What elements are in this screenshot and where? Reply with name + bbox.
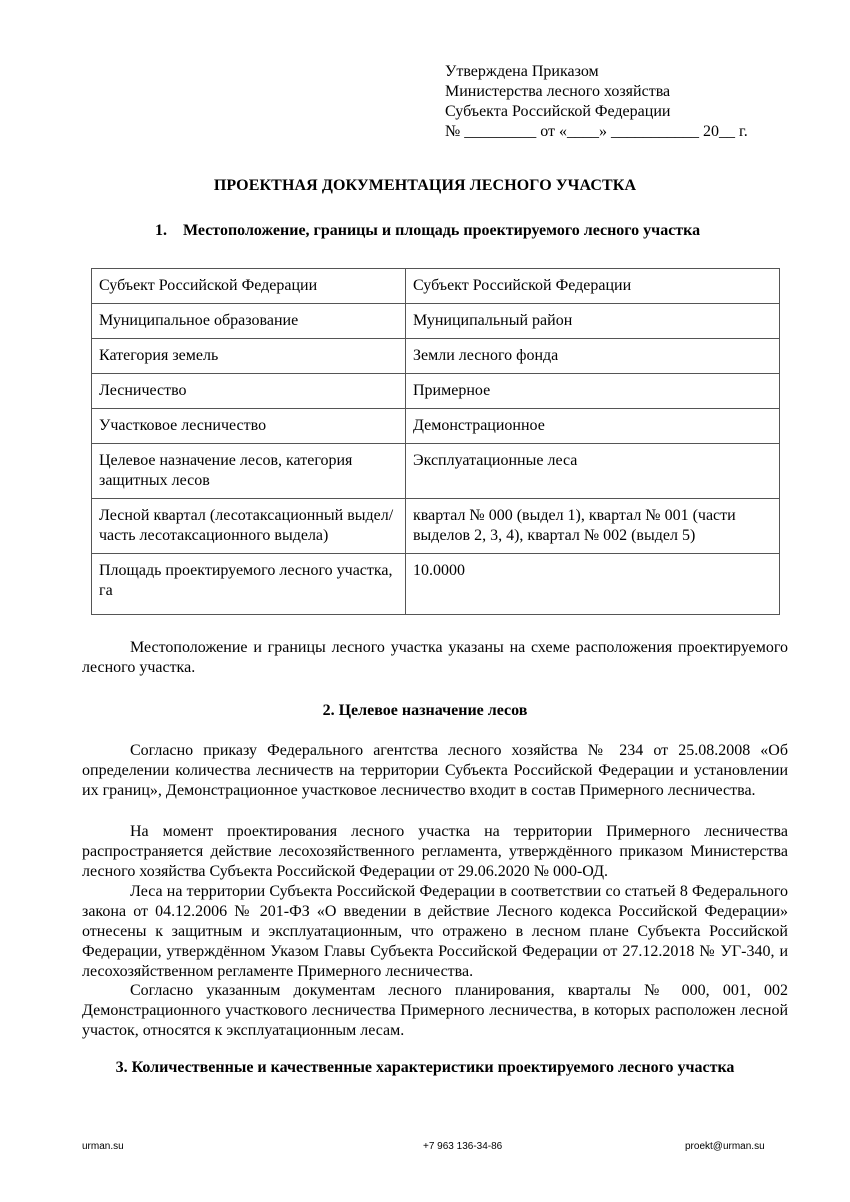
section-2-heading: 2. Целевое назначение лесов bbox=[322, 702, 528, 719]
section-number: 1. bbox=[155, 222, 167, 239]
table-row bbox=[92, 499, 780, 554]
approval-line: Субъекта Российской Федерации bbox=[445, 103, 671, 120]
paragraph-text: На момент проектирования лесного участка на территории Примерного лесничества распространяется действие лесохозяйственного регламента, утверждённого приказом Министерства лесного хозяйства Субъекта Российской Федерации от 29.06.2020 № 000-ОД. bbox=[82, 823, 788, 880]
table-value: 10.0000 bbox=[406, 554, 780, 615]
table-row bbox=[92, 374, 780, 409]
table-key: Лесничество bbox=[92, 374, 406, 409]
footer-email: proekt@urman.su bbox=[685, 1141, 765, 1152]
section-title: Местоположение, границы и площадь проектируемого лесного участка bbox=[183, 222, 701, 239]
paragraph-text: Местоположение и границы лесного участка указаны на схеме расположения проектируемого лесного участка. bbox=[82, 639, 788, 676]
footer-site: urman.su bbox=[82, 1141, 124, 1152]
table-row bbox=[92, 554, 780, 615]
table-key: Категория земель bbox=[92, 339, 406, 374]
paragraph-text: Согласно указанным документам лесного планирования, кварталы № 000, 001, 002 Демонстрационного участкового лесничества Примерного лесничества, в которых расположен лесной участок, относятся к эксплуатационным лесам. bbox=[82, 982, 788, 1039]
table-key: Целевое назначение лесов, категория защитных лесов bbox=[92, 444, 406, 499]
paragraph bbox=[82, 882, 788, 982]
table-value: Эксплуатационные леса bbox=[406, 444, 780, 499]
parcel-info-table bbox=[91, 268, 780, 615]
footer-phone: +7 963 136-34-86 bbox=[423, 1141, 503, 1152]
paragraph bbox=[82, 822, 788, 882]
section-1-heading bbox=[155, 222, 700, 240]
table-row bbox=[92, 269, 780, 304]
approval-line: Министерства лесного хозяйства bbox=[445, 83, 671, 100]
paragraph-text: Леса на территории Субъекта Российской Федерации в соответствии со статьей 8 Федерального закона от 04.12.2006 № 201-ФЗ «О введении в действие Лесного кодекса Российской Федерации» отнесены к защитным и эксплуатационным, что отражено в лесном плане Субъекта Российской Федерации, утверждённом Указом Главы Субъекта Российской Федерации от 27.12.2018 № УГ-340, и лесохозяйственном регламенте Примерного лесничества. bbox=[82, 883, 788, 980]
paragraph bbox=[82, 741, 788, 801]
approval-line: № _________ от «____» ___________ 20__ г. bbox=[445, 123, 748, 140]
paragraph-text: Согласно приказу Федерального агентства лесного хозяйства № 234 от 25.08.2008 «Об определении количества лесничеств на территории Субъекта Российской Федерации и установлении их границ», Демонстрационное участковое лесничество входит в состав Примерного лесничества. bbox=[82, 742, 788, 799]
approval-block bbox=[445, 62, 748, 142]
table-key: Площадь проектируемого лесного участка, га bbox=[92, 554, 406, 615]
table-key: Участковое лесничество bbox=[92, 409, 406, 444]
table-value: Субъект Российской Федерации bbox=[406, 269, 780, 304]
table-value: Земли лесного фонда bbox=[406, 339, 780, 374]
table-row bbox=[92, 304, 780, 339]
table-key: Лесной квартал (лесотаксационный выдел/часть лесотаксационного выдела) bbox=[92, 499, 406, 554]
paragraph bbox=[82, 638, 788, 678]
table-row bbox=[92, 409, 780, 444]
document-title: ПРОЕКТНАЯ ДОКУМЕНТАЦИЯ ЛЕСНОГО УЧАСТКА bbox=[213, 177, 637, 194]
table-value: Демонстрационное bbox=[406, 409, 780, 444]
section-3-heading: 3. Количественные и качественные характеристики проектируемого лесного участка bbox=[115, 1059, 735, 1076]
table-value: Муниципальный район bbox=[406, 304, 780, 339]
table-row bbox=[92, 444, 780, 499]
table-key: Муниципальное образование bbox=[92, 304, 406, 339]
approval-line: Утверждена Приказом bbox=[445, 63, 599, 80]
table-value: Примерное bbox=[406, 374, 780, 409]
table-key: Субъект Российской Федерации bbox=[92, 269, 406, 304]
table-value: квартал № 000 (выдел 1), квартал № 001 (части выделов 2, 3, 4), квартал № 002 (выдел 5) bbox=[406, 499, 780, 554]
table-row bbox=[92, 339, 780, 374]
paragraph bbox=[82, 981, 788, 1041]
